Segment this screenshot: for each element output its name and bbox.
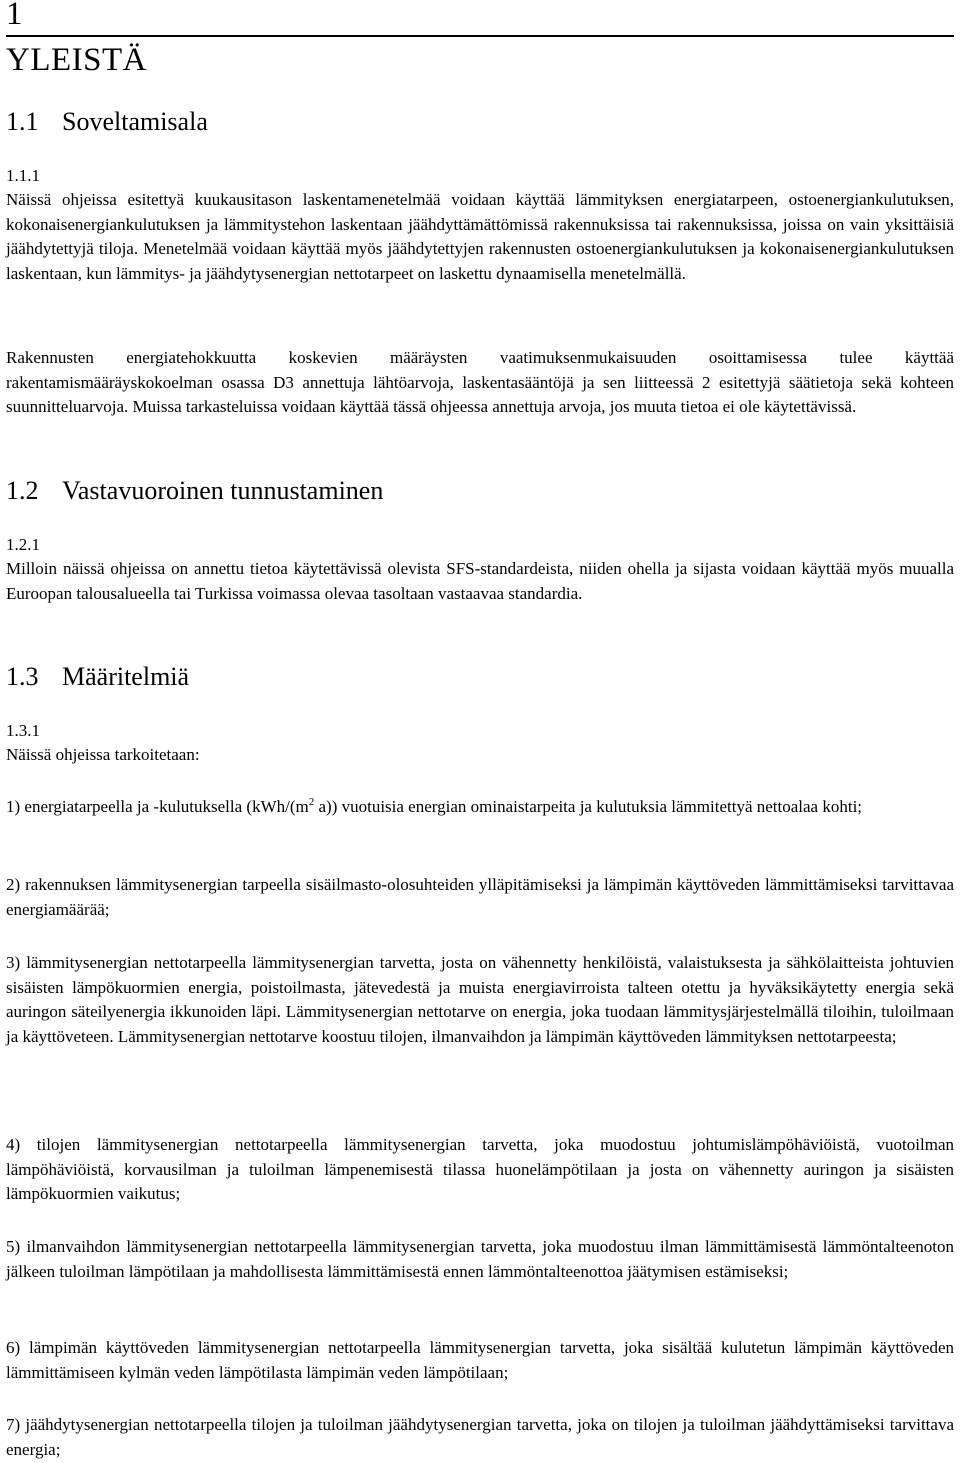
definition-item-4: 4) tilojen lämmitysenergian nettotarpeella lämmitysenergian tarvetta, joka muodostuu johtumislämpöhäviöistä, vuotoilman lämpöhäviöistä, korvausilman ja tuloilman lämpenemisestä tilassa huonelämpötilaan ja josta on vähennetty auringon ja sisäisten lämpökuormien vaikutus; — [6, 1135, 954, 1203]
definition-rest: a)) vuotuisia energian ominaistarpeita ja kulutuksia lämmitettyä nettoalaa kohti; — [314, 797, 863, 816]
definition-item-7: 7) jäähdytysenergian nettotarpeella tilojen ja tuloilman jäähdytysenergian tarvetta, joka on tilojen ja tuloilman jäähdyttämiseksi tarvittava energia; — [6, 1415, 954, 1459]
chapter-divider — [6, 35, 954, 37]
definition-item-5: 5) ilmanvaihdon lämmitysenergian nettotarpeella lämmitysenergian tarvetta, joka muodostuu ilman lämmittämisestä lämmöntalteenoton jälkeen tuloilman lämpötilaan ja mahdollisesta lämmittämisestä ennen lämmöntalteenottoa jäätymisen estämiseksi; — [6, 1237, 954, 1281]
paragraph-number-1-1-1: 1.1.1 — [6, 166, 40, 185]
definition-item-3: 3) lämmitysenergian nettotarpeella lämmitysenergian tarvetta, josta on vähennetty henkilöistä, valaistuksesta ja sähkölaitteista johtuvien sisäisten lämpökuormien energia, poistoilmasta, jätevedestä ja muista energiavirroista talteen otettu ja hyväksikäytetty energia sekä auringon säteilyenergia ikkunoiden läpi. Lämmitysenergian nettotarve on energia, joka tuodaan lämmitysjärjestelmällä tiloihin, tuloilmaan ja käyttöveteen. Lämmitysenergian nettotarve koostuu tilojen, ilmanvaihdon ja lämpimän käyttöveden lämmityksen nettotarpeesta; — [6, 953, 954, 1046]
section-number: 1.1 — [6, 107, 39, 136]
paragraph-1-2-1: Milloin näissä ohjeissa on annettu tietoa käytettävissä olevista SFS-standardeista, niiden ohella ja sijasta voidaan käyttää myös muualla Euroopan talousalueella tai Turkissa voimassa olevaa tasoltaan vastaavaa standardia. — [6, 559, 954, 603]
section-heading-1-3 — [6, 661, 189, 693]
section-heading-1-2 — [6, 475, 383, 507]
paragraph-1-1-2: Rakennusten energiatehokkuutta koskevien määräysten vaatimuksenmukaisuuden osoittamisessa tulee käyttää rakentamismääräyskokoelman osassa D3 annettuja lähtöarvoja, laskentasääntöjä ja sen liitteessä 2 esitettyjä säätietoja sekä kohteen suunnitteluarvoja. Muissa tarkasteluissa voidaan käyttää tässä ohjeessa annettuja arvoja, jos muuta tietoa ei ole käytettävissä. — [6, 348, 954, 416]
section-number: 1.2 — [6, 476, 39, 505]
paragraph-1-1-1: Näissä ohjeissa esitettyä kuukausitason laskentamenetelmää voidaan käyttää lämmityksen energiatarpeen, ostoenergiankulutuksen, kokonaisenergiankulutuksen ja lämmitystehon laskentaan jäähdyttämättömissä rakennuksissa tai rakennuksissa, joissa on vain yksittäisiä jäähdytettyjä tiloja. Menetelmää voidaan käyttää myös jäähdytettyjen rakennusten ostoenergiankulutuksen ja kokonaisenergiankulutuksen laskentaan, kun lämmitys- ja jäähdytysenergian nettotarpeet on laskettu dynaamisella menetelmällä. — [6, 190, 954, 283]
section-title: Soveltamisala — [62, 107, 208, 136]
section-title: Vastavuoroinen tunnustaminen — [62, 476, 384, 505]
section-number: 1.3 — [6, 662, 39, 691]
definition-lead: 1) energiatarpeella ja -kulutuksella (kWh/(m — [6, 797, 309, 816]
chapter-title: YLEISTÄ — [6, 42, 147, 78]
chapter-number: 1 — [6, 0, 23, 32]
definitions-intro: Näissä ohjeissa tarkoitetaan: — [6, 745, 200, 764]
definition-superscript: 2 — [308, 796, 315, 808]
section-heading-1-1 — [6, 106, 208, 138]
section-title: Määritelmiä — [62, 662, 190, 691]
definition-item-6: 6) lämpimän käyttöveden lämmitysenergian nettotarpeella lämmitysenergian tarvetta, joka sisältää kulutetun lämpimän käyttöveden lämmittämiseen kylmän veden lämpötilasta lämpimän veden lämpötilaan; — [6, 1338, 954, 1382]
definition-item-2: 2) rakennuksen lämmitysenergian tarpeella sisäilmasto-olosuhteiden ylläpitämiseksi ja lämpimän käyttöveden lämmittämiseksi tarvittavaa energiamäärää; — [6, 875, 954, 919]
paragraph-number-1-2-1: 1.2.1 — [6, 535, 40, 554]
paragraph-number-1-3-1: 1.3.1 — [6, 721, 40, 740]
definition-item-1 — [6, 795, 954, 820]
